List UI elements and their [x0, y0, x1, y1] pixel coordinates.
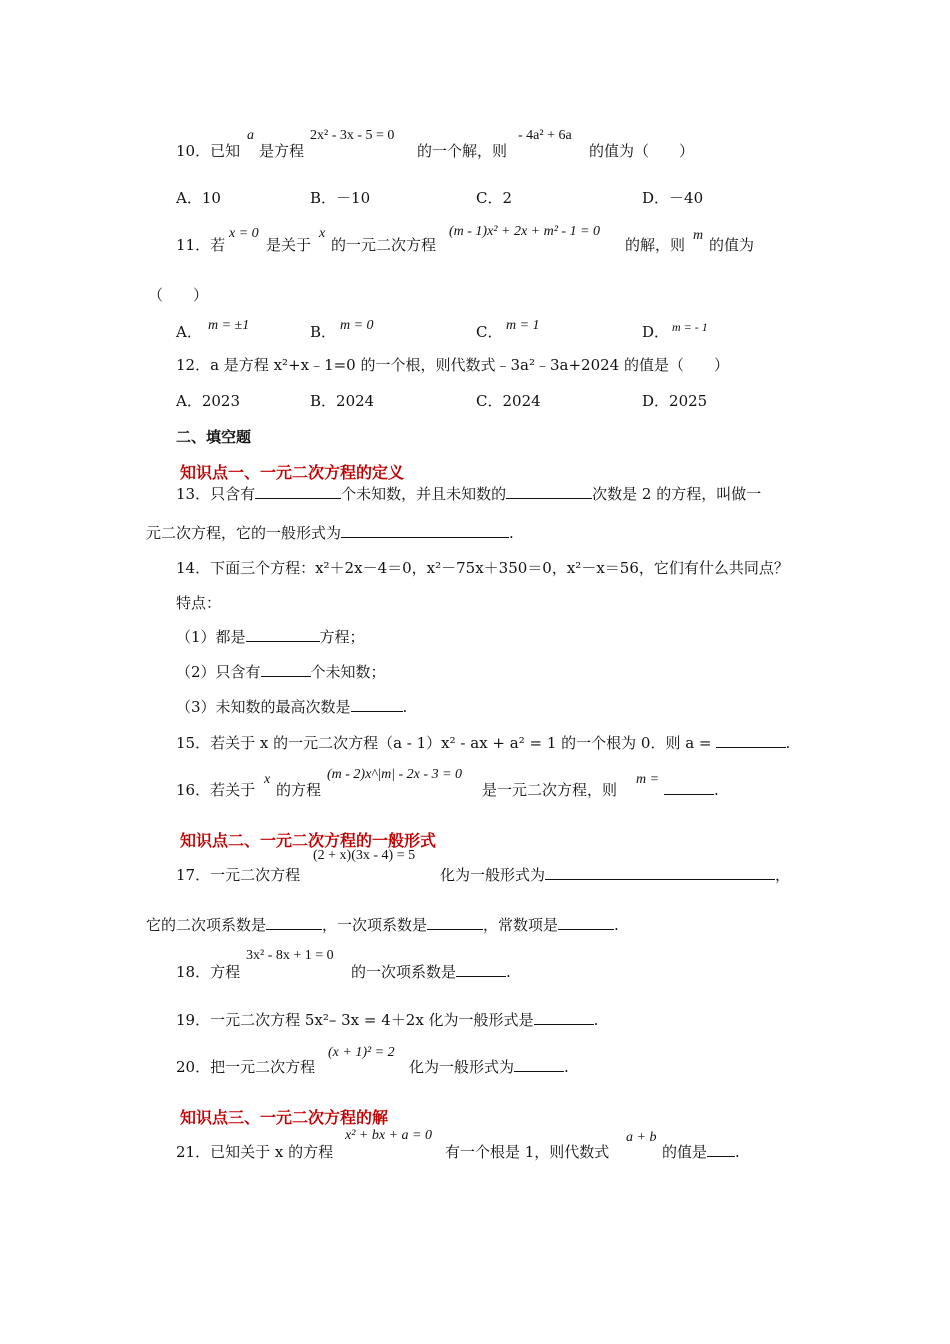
knowledge-point-1: 知识点一、一元二次方程的定义: [180, 463, 405, 482]
q17-blank-4[interactable]: [558, 915, 614, 930]
q14-blank-2[interactable]: [261, 662, 311, 677]
q17-text-d: 它的二次项系数是: [146, 916, 267, 934]
q10-text-2: 的一个解，则: [417, 142, 508, 160]
q11-option-b-label[interactable]: B．: [310, 323, 337, 341]
q11-option-a-value[interactable]: m = ±1: [208, 318, 250, 333]
q14-sub-1-a: （1）都是: [176, 628, 246, 646]
q18-blank[interactable]: [456, 962, 506, 977]
q13-blank-2[interactable]: [506, 484, 592, 499]
q21-expression: a + b: [626, 1130, 657, 1145]
q11-var-x: x: [319, 226, 326, 241]
q18-equation: 3x² - 8x + 1 = 0: [246, 948, 334, 963]
q19-blank[interactable]: [534, 1010, 594, 1025]
q13-text-d: 元二次方程，它的一般形式为: [146, 524, 342, 542]
knowledge-point-3: 知识点三、一元二次方程的解: [180, 1108, 389, 1127]
q17-equation: (2 + x)(3x - 4) = 5: [313, 848, 416, 863]
q21-equation: x² + bx + a = 0: [345, 1128, 432, 1143]
q12-option-b[interactable]: B．2024: [310, 392, 375, 410]
q14-sub-3-a: （3）未知数的最高次数是: [176, 698, 351, 716]
q10-option-a[interactable]: A．10: [176, 189, 221, 207]
q10-option-c[interactable]: C．2: [476, 189, 513, 207]
q12-option-a[interactable]: A．2023: [176, 392, 241, 410]
q15-blank[interactable]: [716, 733, 786, 748]
q16-text-b: 的方程: [276, 781, 322, 799]
q16-text-a: 16．若关于: [176, 781, 256, 799]
q17-blank-2[interactable]: [266, 915, 322, 930]
q18-text-a: 18．方程: [176, 963, 241, 981]
q17-text-e: ，一次项系数是: [322, 916, 428, 934]
question-19: [176, 1010, 598, 1030]
q10-var-a: a: [247, 128, 254, 143]
q15-text: 15．若关于 x 的一元二次方程（a - 1）x² - ax + a² = 1 的一个根为 0．则 a =: [176, 734, 712, 752]
q19-text: 19．一元二次方程 5x²– 3x = 4＋2x 化为一般形式是: [176, 1011, 534, 1029]
q20-blank[interactable]: [514, 1057, 564, 1072]
q11-option-c-label[interactable]: C．: [476, 323, 503, 341]
q16-blank[interactable]: [664, 780, 714, 795]
q10-number: 10．已知: [176, 142, 241, 160]
q21-blank[interactable]: [707, 1142, 735, 1157]
q16-equation: (m - 2)x^|m| - 2x - 3 = 0: [327, 767, 463, 782]
q20-text-b: 化为一般形式为: [409, 1058, 515, 1076]
q11-text-4: 的值为: [709, 236, 755, 254]
q11-number: 11．若: [176, 236, 226, 254]
q19-end: .: [593, 1011, 599, 1029]
q20-text-a: 20．把一元二次方程: [176, 1058, 316, 1076]
q14-sub-2-a: （2）只含有: [176, 663, 261, 681]
q13-text-c: 次数是 2 的方程，叫做一: [592, 485, 762, 503]
q21-text-c: 的值是: [662, 1143, 708, 1161]
q10-expression: - 4a² + 6a: [518, 128, 572, 143]
q11-text-2: 的一元二次方程: [331, 236, 437, 254]
q14-line-1: 14．下面三个方程：x²＋2x－4＝0，x²－75x＋350＝0，x²－x＝56，它们有什么共同点？: [176, 559, 789, 577]
q11-paren: （ ）: [148, 286, 209, 304]
q14-sub-2-b: 个未知数；: [310, 663, 386, 681]
q12-option-c[interactable]: C．2024: [476, 392, 541, 410]
q10-text-1: 是方程: [259, 142, 305, 160]
q14-sub-3-b: .: [402, 698, 408, 716]
q16-end: .: [714, 781, 719, 799]
q18-text-c: .: [506, 963, 511, 981]
q21-text-d: .: [735, 1143, 740, 1161]
q11-text-3: 的解，则: [625, 236, 686, 254]
q21-text-b: 有一个根是 1，则代数式: [445, 1143, 610, 1161]
q17-text-a: 17．一元二次方程: [176, 866, 301, 884]
q13-text-e: .: [509, 524, 514, 542]
q16-var-x: x: [264, 772, 271, 787]
q13-blank-1[interactable]: [255, 484, 341, 499]
q16-var-m: m =: [636, 772, 660, 787]
q10-option-b[interactable]: B．－10: [310, 189, 371, 207]
q11-option-c-value[interactable]: m = 1: [506, 318, 540, 333]
q14-blank-1[interactable]: [246, 627, 320, 642]
q10-text-3: 的值为（ ）: [589, 142, 695, 160]
q11-option-a-label[interactable]: A．: [176, 323, 202, 341]
q11-option-d-value[interactable]: m = - 1: [672, 320, 708, 334]
q17-blank-1[interactable]: [545, 865, 775, 880]
q15-end: .: [785, 734, 791, 752]
q11-var-m: m: [693, 228, 704, 243]
q13-blank-3[interactable]: [341, 523, 509, 538]
q17-text-c: ，: [775, 866, 791, 884]
knowledge-point-2: 知识点二、一元二次方程的一般形式: [180, 831, 437, 850]
q14-line-2: 特点：: [176, 594, 222, 612]
q12-option-d[interactable]: D．2025: [642, 392, 708, 410]
q14-sub-1-b: 方程；: [319, 628, 365, 646]
q18-text-b: 的一次项系数是: [351, 963, 457, 981]
q11-equation: (m - 1)x² + 2x + m² - 1 = 0: [449, 224, 601, 239]
q12-text: 12．a 是方程 x²+x﹣1=0 的一个根，则代数式﹣3a²﹣3a+2024 的值是（ ）: [176, 356, 729, 374]
section-heading: 二、填空题: [176, 428, 252, 446]
q13-text-a: 13．只含有: [176, 485, 256, 503]
q11-option-b-value[interactable]: m = 0: [340, 318, 374, 333]
q10-option-d[interactable]: D．－40: [642, 189, 704, 207]
q17-blank-3[interactable]: [427, 915, 483, 930]
q14-blank-3[interactable]: [351, 697, 403, 712]
q21-text-a: 21．已知关于 x 的方程: [176, 1143, 334, 1161]
q10-equation: 2x² - 3x - 5 = 0: [310, 128, 395, 143]
question-15: [176, 733, 790, 753]
q17-text-b: 化为一般形式为: [440, 866, 546, 884]
q17-text-f: ，常数项是: [483, 916, 559, 934]
q13-text-b: 个未知数，并且未知数的: [341, 485, 507, 503]
q11-option-d-label[interactable]: D．: [642, 323, 670, 341]
q11-condition: x = 0: [229, 226, 259, 241]
q20-text-c: .: [564, 1058, 569, 1076]
q11-text-1: 是关于: [266, 236, 312, 254]
q16-text-c: 是一元二次方程，则: [482, 781, 618, 799]
q17-text-g: .: [614, 916, 619, 934]
q20-equation: (x + 1)² = 2: [328, 1045, 395, 1060]
